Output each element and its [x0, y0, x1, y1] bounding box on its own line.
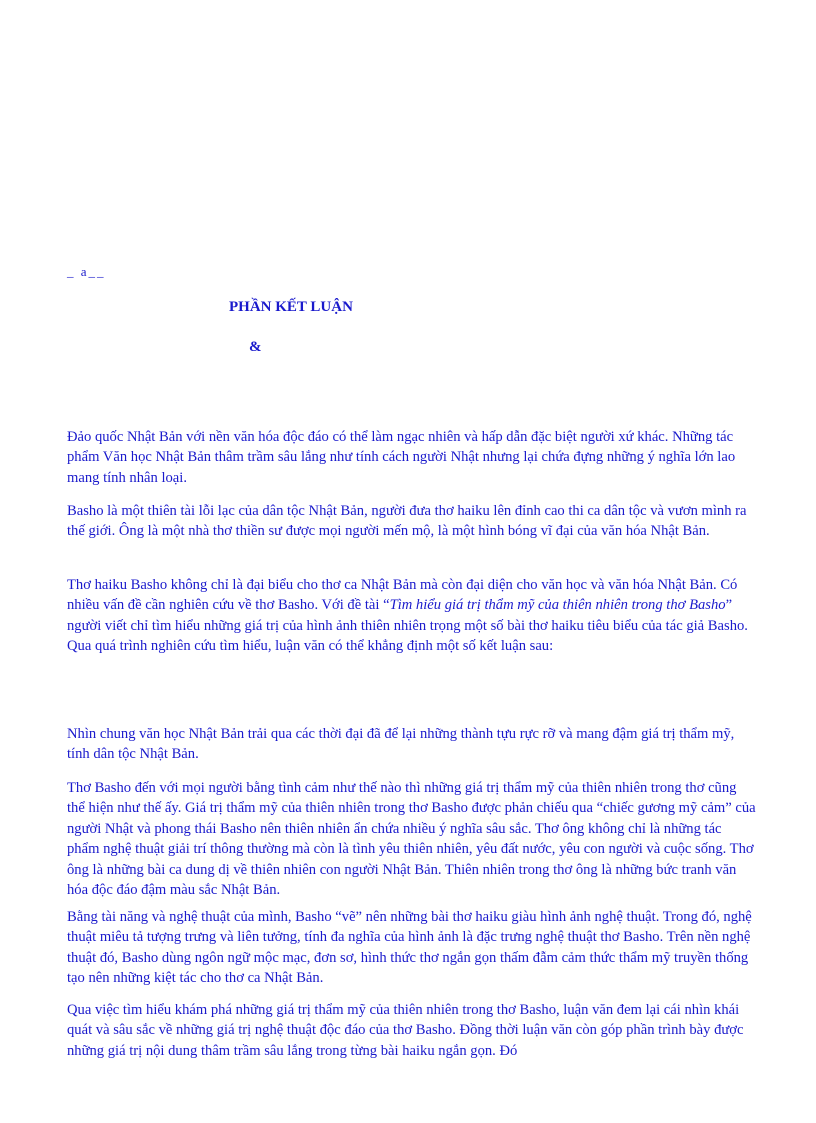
section-title: PHẦN KẾT LUẬN — [229, 299, 353, 315]
paragraph-art: Bằng tài năng và nghệ thuật của mình, Basho “vẽ” nên những bài thơ haiku giàu hình ảnh nghệ thuật. Trong đó, nghệ thuật miêu tả tượng trưng và liên tưởng, tính đa nghĩa của hình ảnh là đặc trưng nghệ thuật thơ Basho. Trên nền nghệ thuật đó, Basho dùng ngôn ngữ mộc mạc, đơn sơ, hình thức thơ ngắn gọn thấm đẫm cảm thức thẩm mỹ truyền thống tạo nên những kiệt tác cho thơ ca Nhật Bản. — [67, 908, 752, 987]
paragraph-basho-genius: Basho là một thiên tài lỗi lạc của dân tộc Nhật Bản, người đưa thơ haiku lên đỉnh cao thi ca dân tộc và vươn mình ra thế giới. Ông là một nhà thơ thiền sư được mọi người mến mộ, là một hình bóng vĩ đại của văn hóa Nhật Bản. — [67, 502, 747, 540]
paragraph-topic-start: Thơ haiku Basho không chỉ là đại biểu cho thơ ca Nhật Bản mà còn đại diện cho văn học và văn hóa Nhật Bản. Có nhiều vấn đề cần nghiên cứu về thơ Basho. Với đề tài “ — [67, 576, 738, 614]
paragraph-topic-end: ” người viết chỉ tìm hiểu những giá trị của hình ảnh thiên nhiên trọng một số bài thơ haiku tiêu biểu của tác giả Basho. Qua quá trình nghiên cứu tìm hiểu, luận văn có thể khẳng định một số kết luận sau: — [67, 597, 748, 655]
thesis-title: Tìm hiểu giá trị thẩm mỹ của thiên nhiên trong thơ Basho — [389, 597, 726, 614]
paragraph-contribution: Qua việc tìm hiểu khám phá những giá trị thẩm mỹ của thiên nhiên trong thơ Basho, luận văn đem lại cái nhìn khái quát và sâu sắc về những giá trị nghệ thuật độc đáo của thơ Basho. Đồng thời luận văn còn góp phần trình bày được những giá trị nội dung thâm trầm sâu lắng trong từng bài haiku ngắn gọn. Đó — [67, 1001, 744, 1059]
paragraph-topic — [67, 575, 757, 657]
ampersand-ornament: & — [249, 339, 262, 355]
header-mark: _ a__ — [67, 264, 106, 279]
paragraph-overview: Nhìn chung văn học Nhật Bản trải qua các thời đại đã để lại những thành tựu rực rỡ và mang đậm giá trị thẩm mỹ, tính dân tộc Nhật Bản. — [67, 725, 735, 763]
paragraph-intro: Đảo quốc Nhật Bản với nền văn hóa độc đáo có thể làm ngạc nhiên và hấp dẫn đặc biệt người xứ khác. Những tác phẩm Văn học Nhật Bản thâm trầm sâu lắng như tính cách người Nhật nhưng lại chứa đựng những ý nghĩa lớn lao mang tính nhân loại. — [67, 428, 736, 486]
paragraph-aesthetic-value: Thơ Basho đến với mọi người bằng tình cảm như thế nào thì những giá trị thẩm mỹ của thiên nhiên trong thơ cũng thể hiện như thế ấy. Giá trị thẩm mỹ của thiên nhiên trong thơ Basho được phản chiếu qua “chiếc gương mỹ cảm” của người Nhật và phong thái Basho nên thiên nhiên ẩn chứa nhiều ý nghĩa sâu sắc. Thơ ông không chỉ là những tác phẩm nghệ thuật giải trí thông thường mà còn là tình yêu thiên nhiên, yêu đất nước, yêu con người và cuộc sống. Thơ ông là những bài ca dung dị về thiên nhiên con người Nhật Bản. Thiên nhiên trong thơ ông là những bức tranh văn hóa độc đáo đậm màu sắc Nhật Bản. — [67, 779, 756, 899]
